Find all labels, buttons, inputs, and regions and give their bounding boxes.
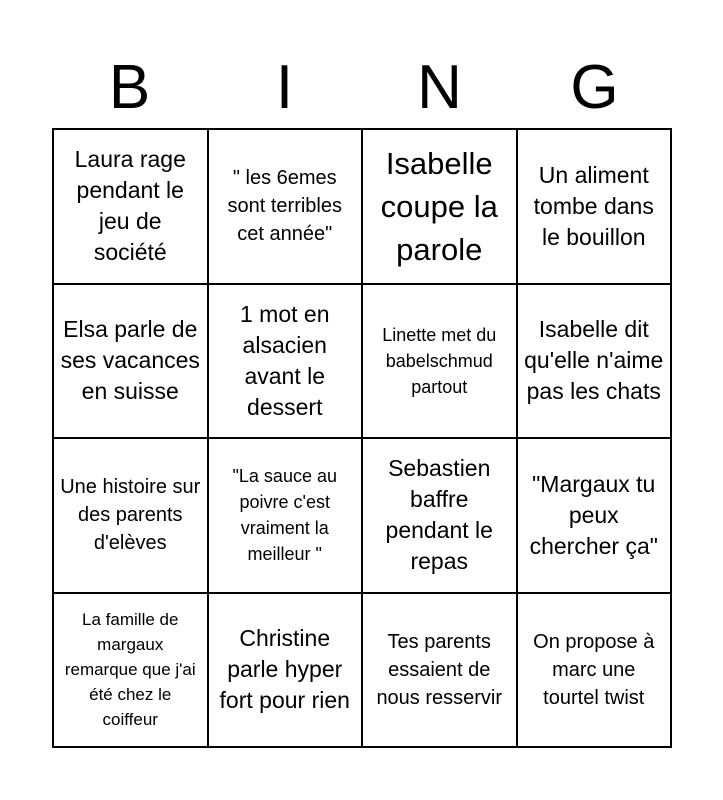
bingo-cell-text: 1 mot en alsacien avant le dessert [240,300,330,420]
bingo-cell[interactable] [362,284,517,439]
bingo-cell-text: La famille de margaux remarque que j'ai été chez le coiffeur [64,610,196,730]
header-letter-b: B [108,53,151,122]
bingo-cell[interactable] [362,129,517,284]
bingo-cell[interactable] [53,438,208,593]
bingo-cell[interactable] [517,593,672,748]
bingo-cell[interactable] [208,284,363,439]
bingo-header [52,52,672,124]
bingo-cell[interactable] [517,438,672,593]
bingo-cell-text: Tes parents essaient de nous resservir [376,630,503,709]
bingo-cell-text: On propose à marc une tourtel twist [533,630,655,709]
bingo-cell[interactable] [517,129,672,284]
bingo-cell-text: "Margaux tu peux chercher ça" [529,470,658,559]
bingo-cell-text: " les 6emes sont terribles cet année" [227,167,342,246]
bingo-cell-text: Une histoire sur des parents d'elèves [60,476,201,555]
header-letter-g: G [570,53,619,122]
bingo-cell[interactable] [208,129,363,284]
bingo-cell[interactable] [517,284,672,439]
bingo-cell[interactable] [53,593,208,748]
bingo-cell[interactable] [208,438,363,593]
bingo-cell-text: Linette met du babelschmud partout [382,324,497,397]
header-letter-i: I [275,53,294,122]
bingo-cell-text: "La sauce au poivre c'est vraiment la meilleur " [232,466,337,565]
bingo-cell-text: Un aliment tombe dans le bouillon [533,161,654,250]
bingo-cell-text: Christine parle hyper fort pour rien [219,625,350,714]
bingo-cell[interactable] [53,284,208,439]
bingo-cell[interactable] [208,593,363,748]
bingo-cell[interactable] [362,593,517,748]
bingo-cell-text: Sebastien baffre pendant le repas [385,455,493,575]
bingo-cell[interactable] [53,129,208,284]
bingo-cell-text: Isabelle dit qu'elle n'aime pas les chats [524,316,664,405]
header-letter-n: N [417,53,462,122]
bingo-board [52,128,672,748]
bingo-cell-text: Isabelle coupe la parole [380,145,498,267]
bingo-cell-text: Elsa parle de ses vacances en suisse [60,316,200,405]
bingo-cell[interactable] [362,438,517,593]
bingo-cell-text: Laura rage pendant le jeu de société [74,146,186,266]
